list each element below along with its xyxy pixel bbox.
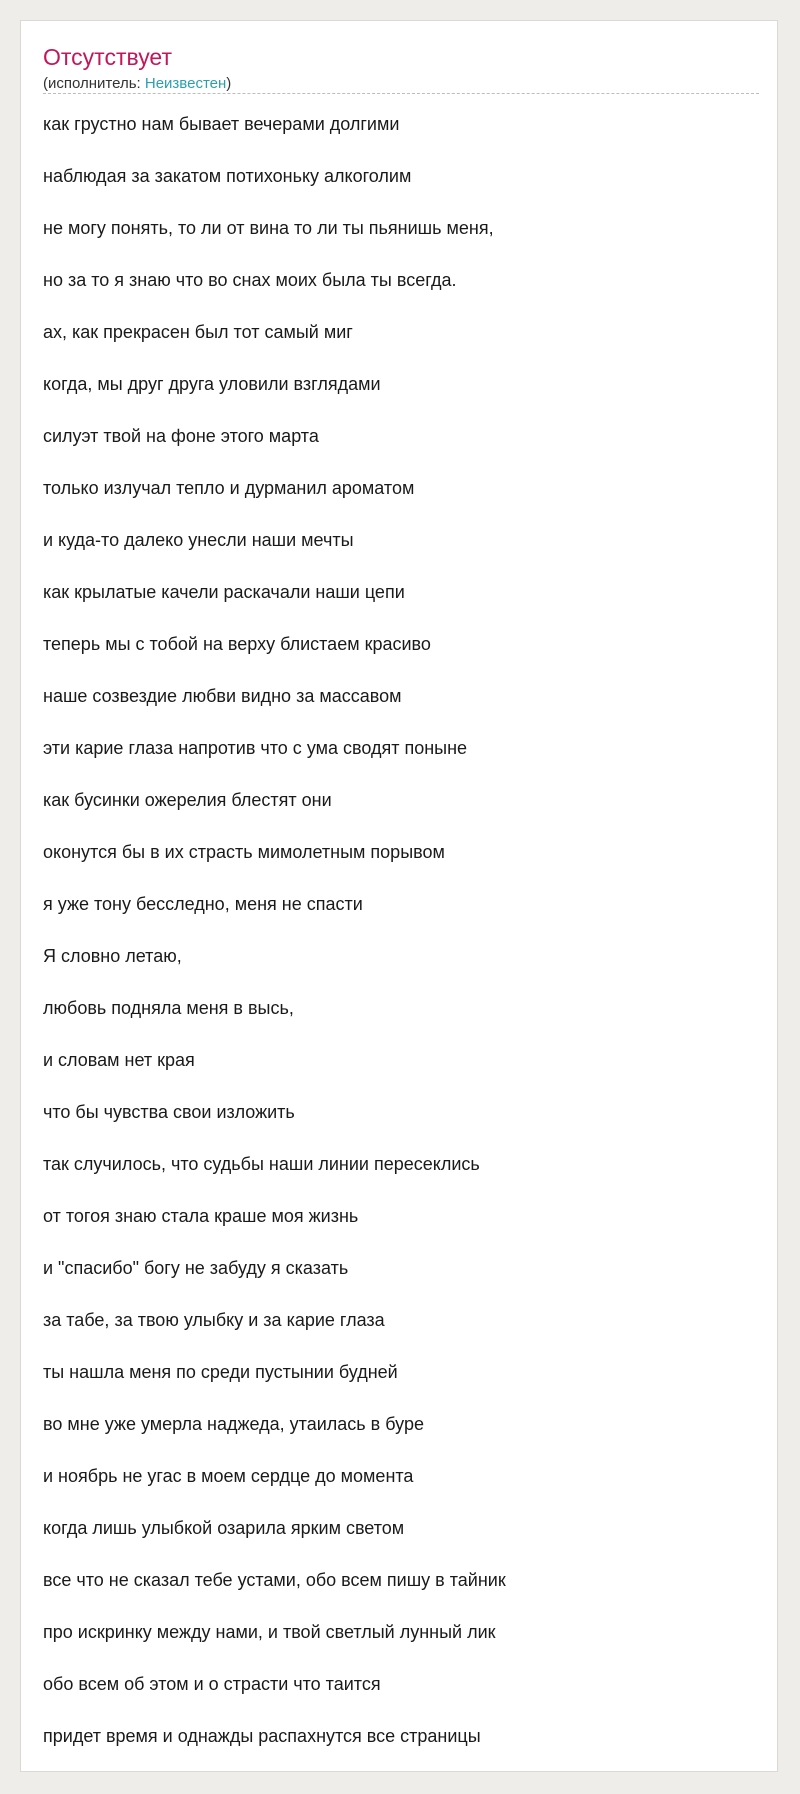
- lyric-line: Я словно летаю,: [43, 946, 182, 966]
- lyric-line: ах, как прекрасен был тот самый миг: [43, 322, 353, 342]
- lyrics-body: [43, 98, 759, 1762]
- lyric-line: что бы чувства свои изложить: [43, 1102, 295, 1122]
- artist-link[interactable]: Неизвестен: [144, 75, 227, 92]
- artist-prefix: (исполнитель:: [43, 75, 145, 92]
- lyric-line: как грустно нам бывает вечерами долгими: [43, 114, 400, 134]
- lyric-line: любовь подняла меня в высь,: [43, 998, 294, 1018]
- lyric-line: как крылатые качели раскачали наши цепи: [43, 582, 405, 602]
- artist-line: [43, 75, 759, 93]
- lyric-line: и ноябрь не угас в моем сердце до момента: [43, 1466, 414, 1486]
- lyric-line: эти карие глаза напротив что с ума сводят поныне: [43, 738, 468, 758]
- lyric-line: но за то я знаю что во снах моих была ты всегда.: [43, 270, 457, 290]
- lyric-line: оконутся бы в их страсть мимолетным порывом: [43, 842, 445, 862]
- song-title: Отсутствует: [43, 44, 172, 70]
- lyric-line: наше созвездие любви видно за массавом: [43, 686, 402, 706]
- lyric-line: придет время и однажды распахнутся все страницы: [43, 1726, 481, 1746]
- lyric-line: обо всем об этом и о страсти что таится: [43, 1674, 381, 1694]
- lyric-line: как бусинки ожерелия блестят они: [43, 790, 332, 810]
- lyric-line: не могу понять, то ли от вина то ли ты пьянишь меня,: [43, 218, 494, 238]
- lyric-line: ты нашла меня по среди пустынии будней: [43, 1362, 398, 1382]
- lyrics-card: [20, 20, 778, 1772]
- lyric-line: во мне уже умерла наджеда, утаилась в буре: [43, 1414, 424, 1434]
- song-header: [43, 43, 759, 93]
- lyric-line: и "спасибо" богу не забуду я сказать: [43, 1258, 349, 1278]
- lyric-line: когда, мы друг друга уловили взглядами: [43, 374, 381, 394]
- lyric-line: и словам нет края: [43, 1050, 195, 1070]
- lyric-line: теперь мы с тобой на верху блистаем красиво: [43, 634, 431, 654]
- lyric-line: когда лишь улыбкой озарила ярким светом: [43, 1518, 405, 1538]
- lyric-line: силуэт твой на фоне этого марта: [43, 426, 319, 446]
- lyric-line: так случилось, что судьбы наши линии пересеклись: [43, 1154, 480, 1174]
- lyric-line: я уже тону бесследно, меня не спасти: [43, 894, 363, 914]
- header-divider: [43, 93, 759, 94]
- lyric-line: все что не сказал тебе устами, обо всем пишу в тайник: [43, 1570, 506, 1590]
- lyric-line: и куда-то далеко унесли наши мечты: [43, 530, 354, 550]
- lyric-line: от тогоя знаю стала краше моя жизнь: [43, 1206, 359, 1226]
- lyric-line: наблюдая за закатом потихоньку алкоголим: [43, 166, 412, 186]
- lyric-line: за табе, за твою улыбку и за карие глаза: [43, 1310, 385, 1330]
- artist-suffix: ): [226, 75, 232, 92]
- lyric-line: только излучал тепло и дурманил ароматом: [43, 478, 415, 498]
- lyric-line: про искринку между нами, и твой светлый лунный лик: [43, 1622, 496, 1642]
